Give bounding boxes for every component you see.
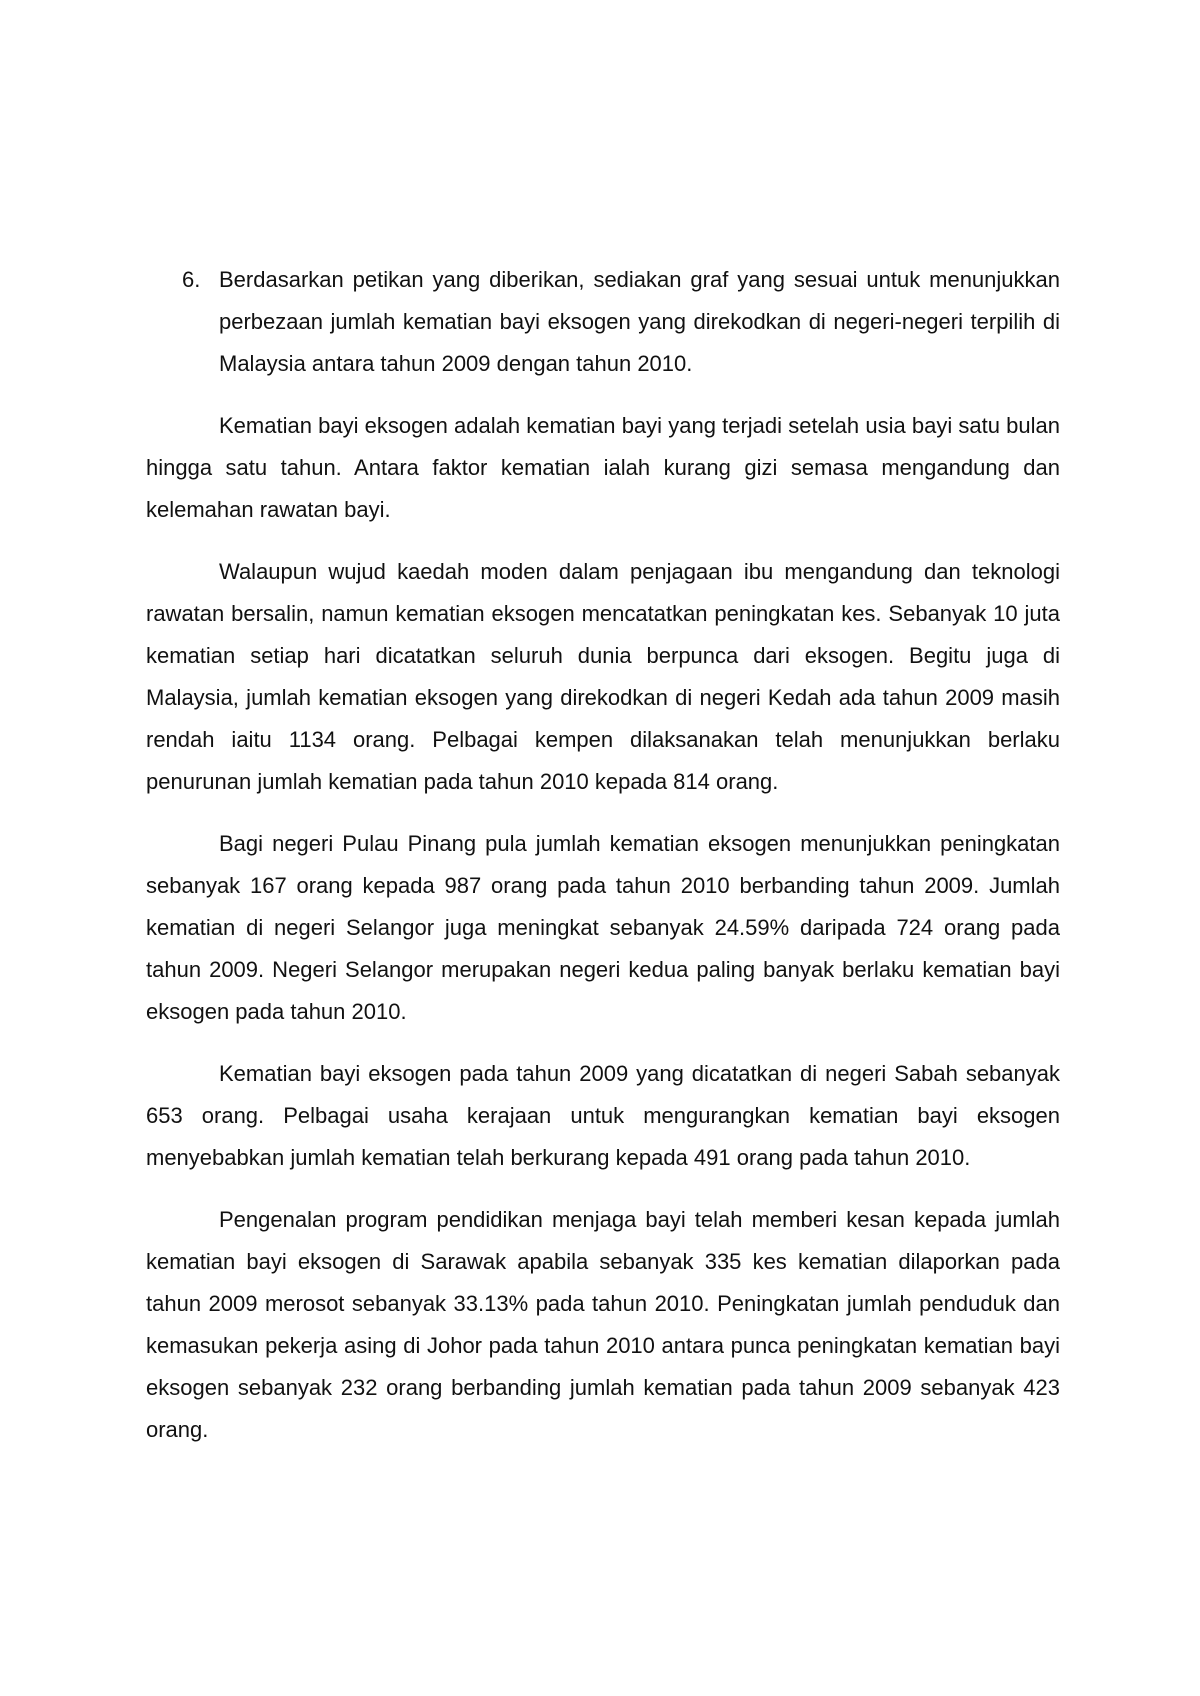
question-number: 6. — [182, 267, 201, 292]
document-body — [146, 259, 1060, 1451]
question-text: Berdasarkan petikan yang diberikan, sediakan graf yang sesuai untuk menunjukkan perbezaan jumlah kematian bayi eksogen yang direkodkan di negeri-negeri terpilih di Malaysia antara tahun 2009 dengan tahun 2010. — [219, 267, 1060, 376]
paragraph-kedah: Walaupun wujud kaedah moden dalam penjagaan ibu mengandung dan teknologi rawatan bersalin, namun kematian eksogen mencatatkan peningkatan kes. Sebanyak 10 juta kematian setiap hari dicatatkan seluruh dunia berpunca dari eksogen. Begitu juga di Malaysia, jumlah kematian eksogen yang direkodkan di negeri Kedah ada tahun 2009 masih rendah iaitu 1134 orang. Pelbagai kempen dilaksanakan telah menunjukkan berlaku penurunan jumlah kematian pada tahun 2010 kepada 814 orang. — [146, 559, 1060, 794]
paragraph-sabah: Kematian bayi eksogen pada tahun 2009 yang dicatatkan di negeri Sabah sebanyak 653 orang. Pelbagai usaha kerajaan untuk mengurangkan kematian bayi eksogen menyebabkan jumlah kematian telah berkurang kepada 491 orang pada tahun 2010. — [146, 1061, 1060, 1170]
paragraph-pulau-pinang-selangor: Bagi negeri Pulau Pinang pula jumlah kematian eksogen menunjukkan peningkatan sebanyak 167 orang kepada 987 orang pada tahun 2010 berbanding tahun 2009. Jumlah kematian di negeri Selangor juga meningkat sebanyak 24.59% daripada 724 orang pada tahun 2009. Negeri Selangor merupakan negeri kedua paling banyak berlaku kematian bayi eksogen pada tahun 2010. — [146, 831, 1060, 1024]
paragraph-definition: Kematian bayi eksogen adalah kematian bayi yang terjadi setelah usia bayi satu bulan hingga satu tahun. Antara faktor kematian ialah kurang gizi semasa mengandung dan kelemahan rawatan bayi. — [146, 413, 1060, 522]
paragraph-sarawak-johor: Pengenalan program pendidikan menjaga bayi telah memberi kesan kepada jumlah kematian bayi eksogen di Sarawak apabila sebanyak 335 kes kematian dilaporkan pada tahun 2009 merosot sebanyak 33.13% pada tahun 2010. Peningkatan jumlah penduduk dan kemasukan pekerja asing di Johor pada tahun 2010 antara punca peningkatan kematian bayi eksogen sebanyak 232 orang berbanding jumlah kematian pada tahun 2009 sebanyak 423 orang. — [146, 1207, 1060, 1442]
question-item — [146, 259, 1060, 385]
